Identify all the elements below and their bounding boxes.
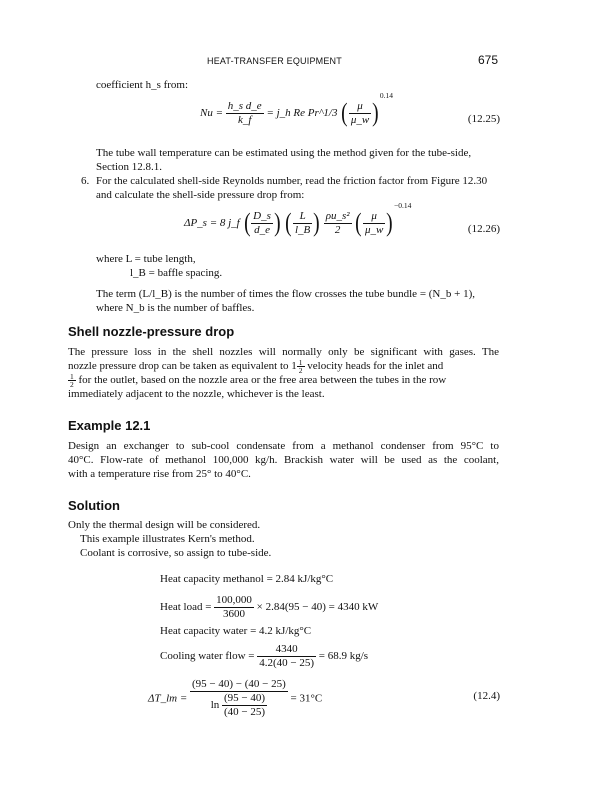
section-heading-nozzle: Shell nozzle-pressure drop bbox=[68, 324, 235, 339]
where-baffle-spacing: l_B = baffle spacing. bbox=[130, 267, 223, 279]
example-line2: 40°C. Flow-rate of methanol 100,000 kg/h. Brackish water will be used as the coolant, bbox=[68, 454, 499, 466]
step-6-text: For the calculated shell-side Reynolds number, read the friction factor from Figure 12.30 and calculate the shell-side pressure drop from: bbox=[96, 175, 488, 201]
eq1226-dynamic-head: $\frac{\text{ρu\_s²}}{2}$ bbox=[325, 209, 350, 236]
step-6-number: 6. bbox=[81, 175, 90, 187]
tube-wall-text: The tube wall temperature can be estimated using the method given for the tube-side, Section 12.8.1. bbox=[96, 147, 472, 173]
lmtd-equation: ΔT_lm = (95 − 40) − (40 − 25) ln $\frac{(95 - 40)}{(40 - 25)}$ = 31°C bbox=[148, 678, 323, 718]
term-text-line2: where N_b is the number of baffles. bbox=[96, 302, 255, 314]
solution-line1: Only the thermal design will be considered. bbox=[68, 519, 261, 531]
term-text-line1: The term (L/l_B) is the number of times the flow crosses the tube bundle = (N_b + 1), bbox=[96, 288, 475, 300]
example-line3: with a temperature rise from 25° to 40°C. bbox=[68, 468, 251, 480]
nozzle-line4: immediately adjacent to the nozzle, whichever is the least. bbox=[68, 388, 325, 400]
nozzle-line3: $\frac{1}{2}$ for the outlet, based on the nozzle area or the free area between the tubes in the row bbox=[70, 372, 447, 389]
eq1226-lhs: ΔP_s = 8 j_f bbox=[184, 217, 240, 229]
section-heading-solution: Solution bbox=[68, 498, 120, 513]
eq1225-fraction: $\frac{\text{h\_s d\_e}}{k\_f}$ bbox=[227, 99, 262, 126]
solution-line2: This example illustrates Kern's method. bbox=[80, 533, 255, 545]
equation-12-26: ΔP_s = 8 j_f ( $\frac{D\_s}{d\_e}$ ) ( $\frac{L}{l\_B}$ ) $\frac{\text{ρu\_s²}}{2}$ ( $\frac{\mu}{\mu\_w}$ )$^{-0.14}$ bbox=[184, 201, 412, 238]
example-line1: Design an exchanger to sub-cool condensate from a methanol condenser from 95°C to bbox=[68, 440, 499, 452]
heat-load-fraction: $\frac{100,000}{3600}$ bbox=[216, 594, 252, 620]
page-number: 675 bbox=[478, 53, 499, 67]
equation-label-12-4: (12.4) bbox=[473, 690, 500, 702]
running-header-title: HEAT-TRANSFER EQUIPMENT bbox=[207, 56, 342, 66]
cooling-water-flow-equation: Cooling water flow = $\frac{4340}{4.2(40 - 25)}$ = 68.9 kg/s bbox=[160, 643, 369, 669]
eq1226-viscosity-ratio: $\frac{\mu}{\mu\_w}$ bbox=[364, 209, 384, 236]
eq1225-viscosity-ratio: $\frac{\mu}{\mu\_w}$ bbox=[350, 99, 370, 126]
eq1226-exponent: −0.14 bbox=[394, 201, 412, 210]
heat-capacity-water: Heat capacity water = 4.2 kJ/kg°C bbox=[160, 625, 312, 637]
equation-label-12-25: (12.25) bbox=[467, 113, 500, 125]
nozzle-fraction-half: $\frac{1}{2}$ bbox=[298, 358, 303, 375]
eq1226-ds-de: $\frac{D\_s}{d\_e}$ bbox=[253, 209, 271, 236]
heat-capacity-methanol: Heat capacity methanol = 2.84 kJ/kg°C bbox=[160, 573, 334, 585]
nozzle-line2: nozzle pressure drop can be taken as equivalent to 1 $\frac{1}{2}$ velocity heads for the inlet and bbox=[68, 358, 444, 375]
where-tube-length: where L = tube length, bbox=[96, 253, 196, 265]
eq1225-middle: = j_h Re Pr^1/3 bbox=[266, 107, 338, 119]
nozzle-line1: The pressure loss in the shell nozzles will normally only be significant with gases. The bbox=[68, 346, 499, 358]
intro-text: coefficient h_s from: bbox=[96, 79, 189, 91]
section-heading-example: Example 12.1 bbox=[68, 418, 151, 433]
solution-line3: Coolant is corrosive, so assign to tube-side. bbox=[80, 547, 272, 559]
eq1226-l-lb: $\frac{L}{l\_B}$ bbox=[295, 209, 311, 236]
heat-load-equation: Heat load = $\frac{100,000}{3600}$ × 2.84(95 − 40) = 4340 kW bbox=[160, 594, 379, 620]
cooling-water-fraction: $\frac{4340}{4.2(40 - 25)}$ bbox=[259, 643, 315, 669]
lmtd-fraction: (95 − 40) − (40 − 25) ln $\frac{(95 - 40)}{(40 - 25)}$ bbox=[192, 678, 286, 718]
equation-12-25: Nu = $\frac{\text{h\_s d\_e}}{k\_f}$ = j_h Re Pr^1/3 ( $\frac{\mu}{\mu\_w}$ )$^{0.14}$ bbox=[200, 91, 394, 128]
nozzle-fraction-half-outlet: $\frac{1}{2}$ bbox=[70, 372, 74, 389]
equation-label-12-26: (12.26) bbox=[467, 223, 500, 235]
eq1225-exponent: 0.14 bbox=[379, 91, 394, 100]
lmtd-log-fraction: $\frac{(95 - 40)}{(40 - 25)}$ bbox=[224, 692, 266, 718]
eq1225-lhs: Nu = bbox=[200, 107, 224, 119]
